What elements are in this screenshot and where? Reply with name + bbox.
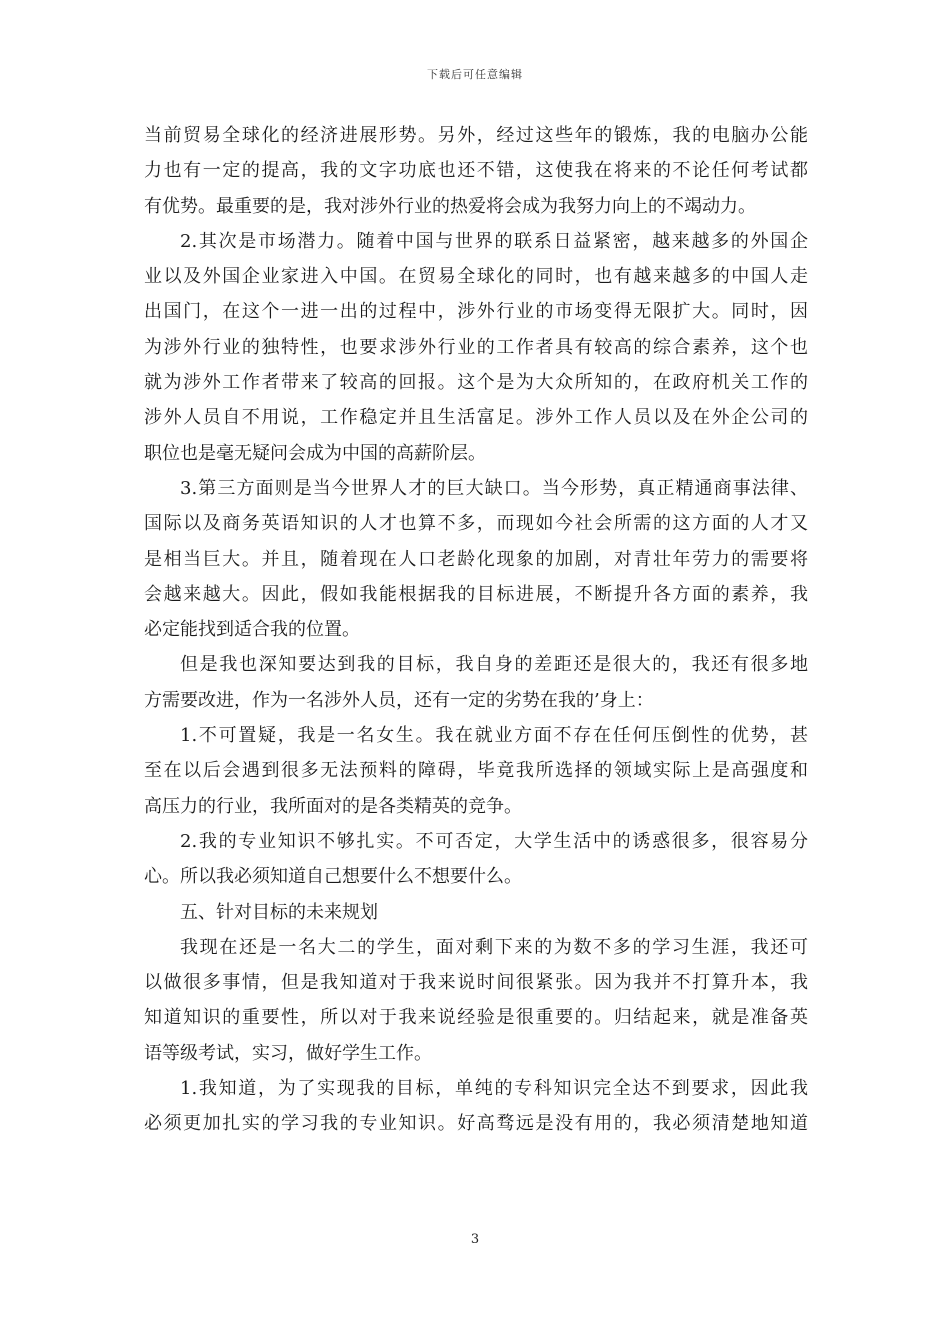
text-line: 2.我的专业知识不够扎实。不可否定，大学生活中的诱惑很多，很容易分 [180,830,808,852]
text-line: 必须更加扎实的学习我的专业知识。好高骛远是没有用的，我必须清楚地知道 [144,1113,808,1135]
text-line: 出国门，在这个一进一出的过程中，涉外行业的市场变得无限扩大。同时，因 [144,301,808,323]
text-line: 方需要改进，作为一名涉外人员，还有一定的劣势在我的’身上： [144,689,654,711]
text-line: 会越来越大。因此，假如我能根据我的目标进展，不断提升各方面的素养，我 [144,583,808,605]
text-line: 五、针对目标的未来规划 [180,901,378,923]
text-line: 是相当巨大。并且，随着现在人口老龄化现象的加剧，对青壮年劳力的需要将 [144,548,808,570]
text-line: 我现在还是一名大二的学生，面对剩下来的为数不多的学习生涯，我还可 [180,936,808,958]
text-line: 3.第三方面则是当今世界人才的巨大缺口。当今形势，真正精通商事法律、 [180,477,808,499]
text-line: 至在以后会遇到很多无法预料的障碍，毕竟我所选择的领域实际上是高强度和 [144,760,808,782]
text-line: 为涉外行业的独特性，也要求涉外行业的工作者具有较高的综合素养，这个也 [144,336,808,358]
text-line: 涉外人员自不用说，工作稳定并且生活富足。涉外工作人员以及在外企公司的 [144,407,808,429]
text-line: 必定能找到适合我的位置。 [144,619,360,641]
page-header: 下载后可任意编辑 [427,68,523,81]
text-line: 心。所以我必须知道自己想要什么不想要什么。 [144,866,522,888]
text-line: 当前贸易全球化的经济进展形势。另外，经过这些年的锻炼，我的电脑办公能 [144,125,808,146]
text-line: 有优势。最重要的是，我对涉外行业的热爱将会成为我努力向上的不竭动力。 [144,195,756,217]
text-line: 但是我也深知要达到我的目标，我自身的差距还是很大的，我还有很多地 [180,654,808,676]
text-line: 2.其次是市场潜力。随着中国与世界的联系日益紧密，越来越多的外国企 [180,230,808,252]
text-line: 业以及外国企业家进入中国。在贸易全球化的同时，也有越来越多的中国人走 [144,266,808,288]
text-line: 职位也是毫无疑问会成为中国的高薪阶层。 [144,442,486,464]
text-line: 国际以及商务英语知识的人才也算不多，而现如今社会所需的这方面的人才又 [144,513,808,535]
document-body [144,118,808,1142]
text-line: 语等级考试，实习，做好学生工作。 [144,1042,432,1064]
text-line: 高压力的行业，我所面对的是各类精英的竞争。 [144,795,522,817]
text-line: 力也有一定的提高，我的文字功底也还不错，这使我在将来的不论任何考试都 [144,160,808,182]
page-number: 3 [470,1232,480,1247]
text-line: 知道知识的重要性，所以对于我来说经验是很重要的。归结起来，就是准备英 [144,1007,808,1029]
text-line: 就为涉外工作者带来了较高的回报。这个是为大众所知的，在政府机关工作的 [144,372,808,394]
text-line: 1.不可置疑，我是一名女生。我在就业方面不存在任何压倒性的优势，甚 [180,725,808,747]
text-line: 以做很多事情，但是我知道对于我来说时间很紧张。因为我并不打算升本，我 [144,972,808,994]
text-line: 1.我知道，为了实现我的目标，单纯的专科知识完全达不到要求，因此我 [180,1078,808,1100]
